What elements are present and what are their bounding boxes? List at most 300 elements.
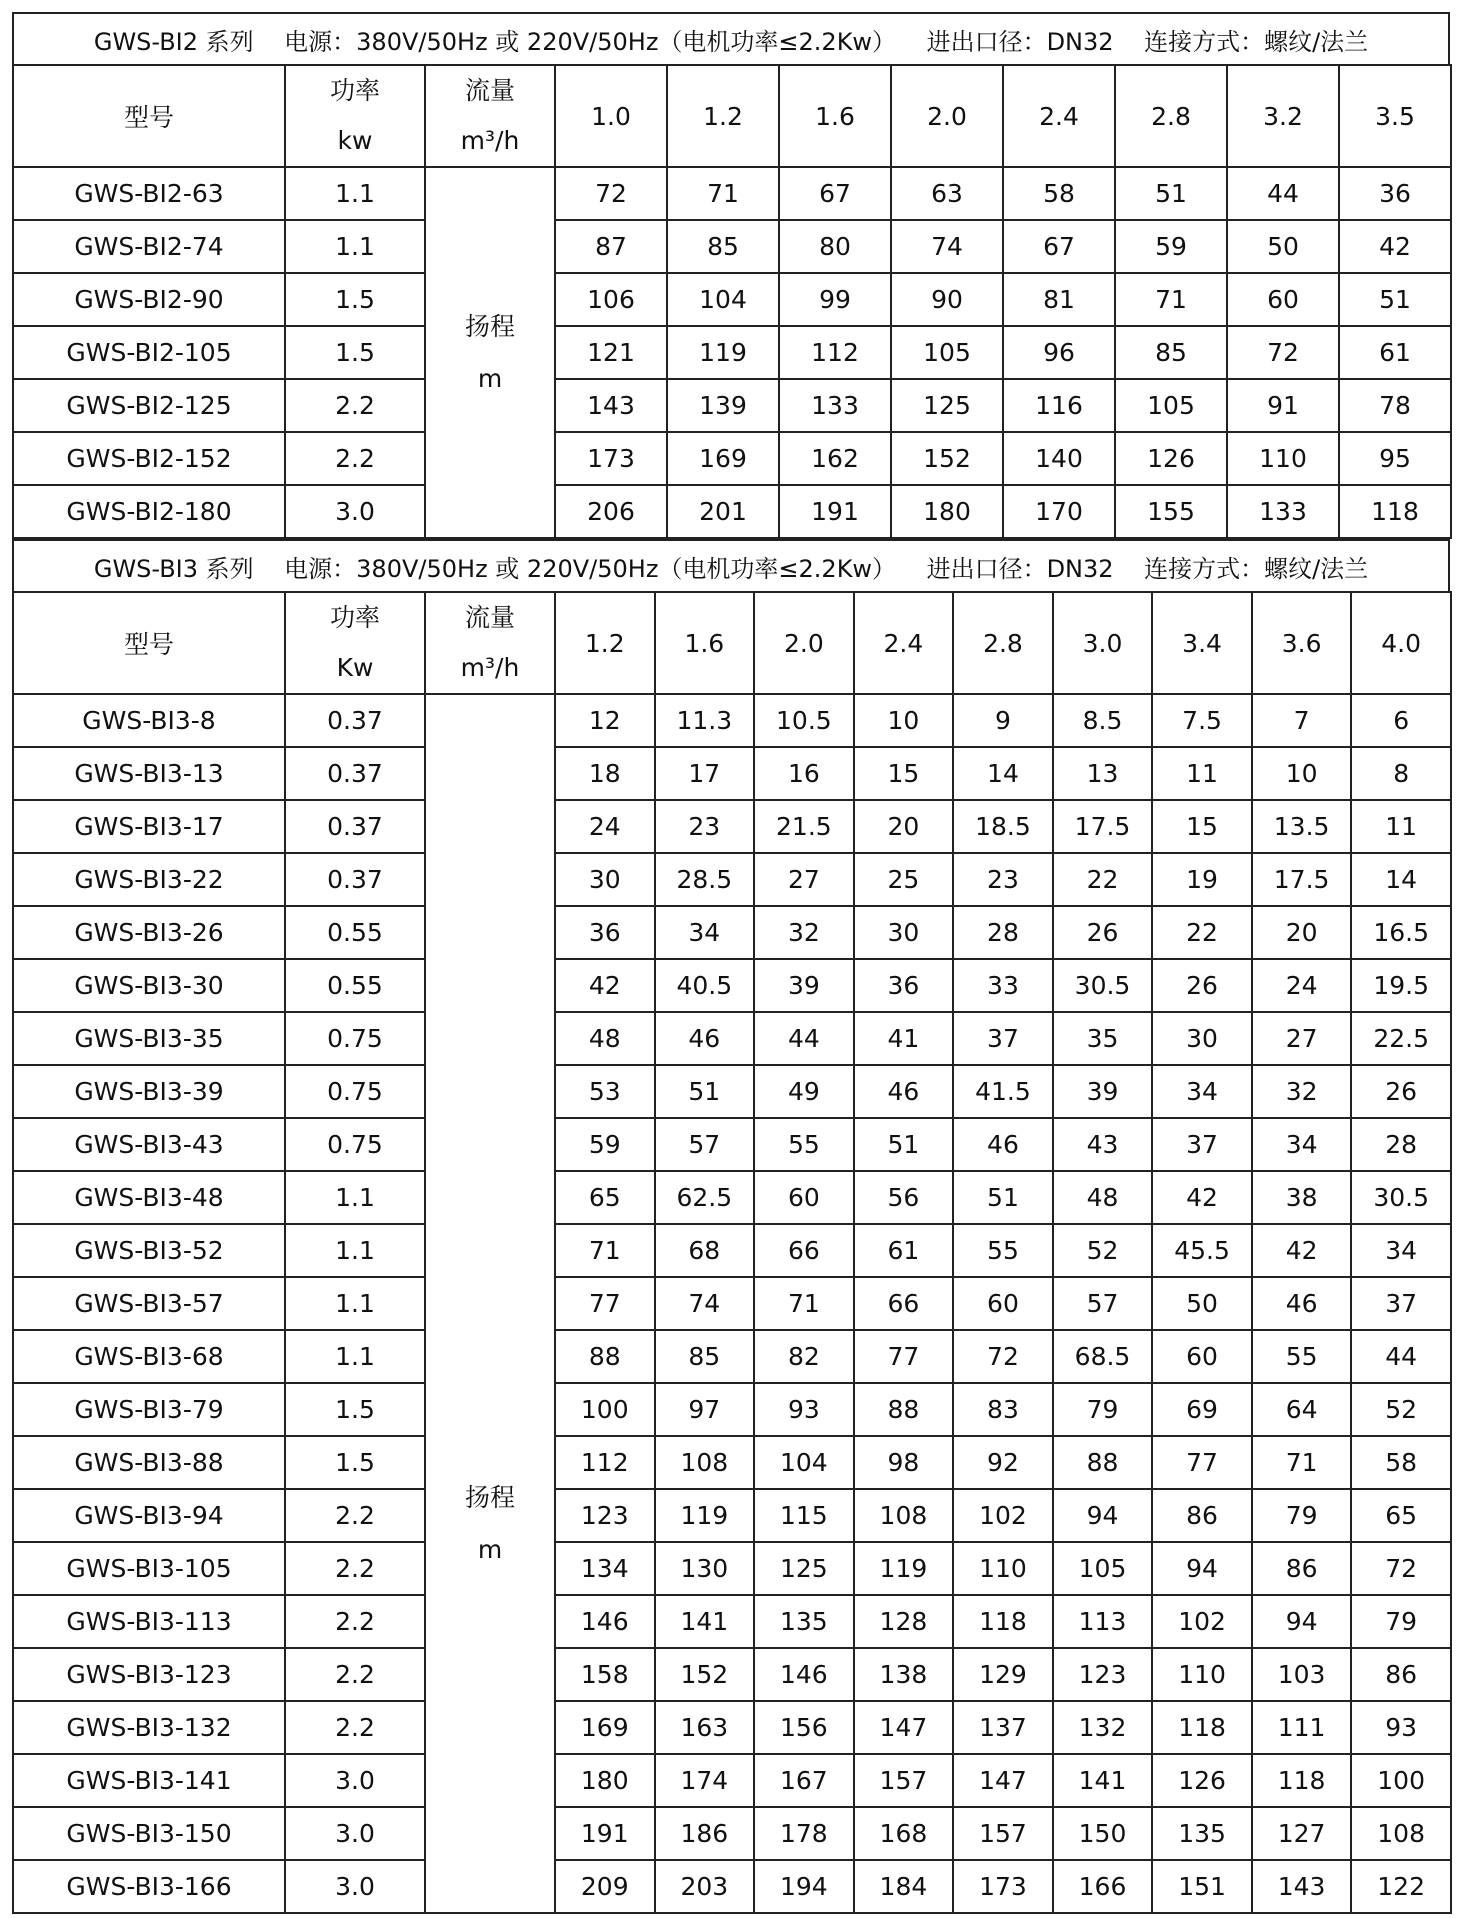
head-value-cell: 141 bbox=[655, 1595, 755, 1648]
flow-value-header: 3.5 bbox=[1339, 65, 1451, 167]
head-value-cell: 39 bbox=[1053, 1065, 1153, 1118]
head-value-cell: 68.5 bbox=[1053, 1330, 1153, 1383]
power-label: 功率 bbox=[329, 76, 380, 105]
model-cell: GWS-BI3-150 bbox=[13, 1807, 285, 1860]
head-value-cell: 48 bbox=[1053, 1171, 1153, 1224]
head-value-cell: 28 bbox=[1351, 1118, 1451, 1171]
model-header: 型号 bbox=[13, 592, 285, 694]
head-value-cell: 71 bbox=[667, 167, 779, 220]
head-value-cell: 194 bbox=[754, 1860, 854, 1913]
head-label: 扬程 bbox=[464, 311, 515, 341]
head-value-cell: 78 bbox=[1339, 379, 1451, 432]
head-value-cell: 69 bbox=[1152, 1383, 1252, 1436]
power-cell: 0.75 bbox=[285, 1012, 425, 1065]
model-cell: GWS-BI3-48 bbox=[13, 1171, 285, 1224]
head-value-cell: 57 bbox=[1053, 1277, 1153, 1330]
head-value-cell: 166 bbox=[1053, 1860, 1153, 1913]
head-value-cell: 156 bbox=[754, 1701, 854, 1754]
head-value-cell: 24 bbox=[555, 800, 655, 853]
head-value-cell: 87 bbox=[555, 220, 667, 273]
flow-value-header: 3.2 bbox=[1227, 65, 1339, 167]
power-cell: 1.1 bbox=[285, 1171, 425, 1224]
head-value-cell: 41 bbox=[854, 1012, 954, 1065]
model-cell: GWS-BI3-79 bbox=[13, 1383, 285, 1436]
head-value-cell: 129 bbox=[953, 1648, 1053, 1701]
head-value-cell: 100 bbox=[555, 1383, 655, 1436]
head-label-cell bbox=[425, 694, 555, 1913]
head-value-cell: 28 bbox=[953, 906, 1053, 959]
head-value-cell: 11.3 bbox=[655, 694, 755, 747]
head-value-cell: 27 bbox=[754, 853, 854, 906]
power-cell: 1.1 bbox=[285, 220, 425, 273]
head-value-cell: 41.5 bbox=[953, 1065, 1053, 1118]
head-value-cell: 15 bbox=[854, 747, 954, 800]
power-cell: 0.55 bbox=[285, 959, 425, 1012]
head-value-cell: 133 bbox=[779, 379, 891, 432]
model-cell: GWS-BI3-52 bbox=[13, 1224, 285, 1277]
head-value-cell: 30 bbox=[1152, 1012, 1252, 1065]
head-value-cell: 18.5 bbox=[953, 800, 1053, 853]
head-value-cell: 201 bbox=[667, 485, 779, 538]
head-value-cell: 105 bbox=[1115, 379, 1227, 432]
power-header bbox=[285, 592, 425, 694]
head-value-cell: 63 bbox=[891, 167, 1003, 220]
power-cell: 2.2 bbox=[285, 379, 425, 432]
head-value-cell: 79 bbox=[1351, 1595, 1451, 1648]
head-value-cell: 146 bbox=[555, 1595, 655, 1648]
flow-value-header: 2.4 bbox=[854, 592, 954, 694]
head-value-cell: 203 bbox=[655, 1860, 755, 1913]
head-value-cell: 125 bbox=[754, 1542, 854, 1595]
table-row bbox=[13, 1277, 1451, 1330]
head-value-cell: 138 bbox=[854, 1648, 954, 1701]
head-value-cell: 206 bbox=[555, 485, 667, 538]
head-value-cell: 139 bbox=[667, 379, 779, 432]
table-row bbox=[13, 1012, 1451, 1065]
head-value-cell: 26 bbox=[1152, 959, 1252, 1012]
head-value-cell: 94 bbox=[1152, 1542, 1252, 1595]
power-unit: kw bbox=[337, 126, 373, 155]
head-value-cell: 137 bbox=[953, 1701, 1053, 1754]
head-value-cell: 104 bbox=[754, 1436, 854, 1489]
head-value-cell: 127 bbox=[1252, 1807, 1352, 1860]
head-value-cell: 128 bbox=[854, 1595, 954, 1648]
head-value-cell: 157 bbox=[854, 1754, 954, 1807]
head-value-cell: 19 bbox=[1152, 853, 1252, 906]
head-value-cell: 65 bbox=[1351, 1489, 1451, 1542]
head-value-cell: 170 bbox=[1003, 485, 1115, 538]
table-row bbox=[13, 1860, 1451, 1913]
head-value-cell: 10 bbox=[854, 694, 954, 747]
head-value-cell: 119 bbox=[667, 326, 779, 379]
table-row bbox=[13, 1754, 1451, 1807]
head-value-cell: 169 bbox=[555, 1701, 655, 1754]
head-value-cell: 23 bbox=[655, 800, 755, 853]
table-row bbox=[13, 167, 1451, 220]
head-unit: m bbox=[477, 1534, 503, 1564]
model-cell: GWS-BI3-57 bbox=[13, 1277, 285, 1330]
head-value-cell: 105 bbox=[891, 326, 1003, 379]
model-cell: GWS-BI3-113 bbox=[13, 1595, 285, 1648]
table-header-row bbox=[13, 592, 1451, 694]
head-value-cell: 64 bbox=[1252, 1383, 1352, 1436]
head-value-cell: 174 bbox=[655, 1754, 755, 1807]
head-value-cell: 10.5 bbox=[754, 694, 854, 747]
power-cell: 0.75 bbox=[285, 1065, 425, 1118]
power-cell: 3.0 bbox=[285, 1860, 425, 1913]
head-value-cell: 28.5 bbox=[655, 853, 755, 906]
head-value-cell: 72 bbox=[1351, 1542, 1451, 1595]
head-value-cell: 9 bbox=[953, 694, 1053, 747]
power-cell: 1.1 bbox=[285, 1330, 425, 1383]
table-row bbox=[13, 800, 1451, 853]
spec-table-bi3 bbox=[12, 591, 1452, 1914]
power-header bbox=[285, 65, 425, 167]
head-value-cell: 53 bbox=[555, 1065, 655, 1118]
head-value-cell: 65 bbox=[555, 1171, 655, 1224]
head-value-cell: 83 bbox=[953, 1383, 1053, 1436]
head-value-cell: 68 bbox=[655, 1224, 755, 1277]
head-value-cell: 58 bbox=[1003, 167, 1115, 220]
head-value-cell: 72 bbox=[953, 1330, 1053, 1383]
head-value-cell: 98 bbox=[854, 1436, 954, 1489]
head-value-cell: 14 bbox=[1351, 853, 1451, 906]
head-value-cell: 60 bbox=[754, 1171, 854, 1224]
table-header-row bbox=[13, 65, 1451, 167]
head-value-cell: 36 bbox=[1339, 167, 1451, 220]
model-cell: GWS-BI2-74 bbox=[13, 220, 285, 273]
head-value-cell: 118 bbox=[1252, 1754, 1352, 1807]
model-cell: GWS-BI3-17 bbox=[13, 800, 285, 853]
flow-label: 流量 bbox=[464, 603, 515, 632]
head-value-cell: 122 bbox=[1351, 1860, 1451, 1913]
head-value-cell: 58 bbox=[1351, 1436, 1451, 1489]
head-value-cell: 155 bbox=[1115, 485, 1227, 538]
head-value-cell: 32 bbox=[1252, 1065, 1352, 1118]
head-value-cell: 91 bbox=[1227, 379, 1339, 432]
model-cell: GWS-BI3-35 bbox=[13, 1012, 285, 1065]
table-row bbox=[13, 1701, 1451, 1754]
head-value-cell: 135 bbox=[1152, 1807, 1252, 1860]
head-value-cell: 119 bbox=[854, 1542, 954, 1595]
head-value-cell: 51 bbox=[655, 1065, 755, 1118]
model-cell: GWS-BI3-13 bbox=[13, 747, 285, 800]
head-value-cell: 60 bbox=[1152, 1330, 1252, 1383]
model-cell: GWS-BI2-152 bbox=[13, 432, 285, 485]
head-value-cell: 12 bbox=[555, 694, 655, 747]
table-row bbox=[13, 1224, 1451, 1277]
head-value-cell: 17 bbox=[655, 747, 755, 800]
head-value-cell: 135 bbox=[754, 1595, 854, 1648]
power-cell: 0.37 bbox=[285, 694, 425, 747]
model-cell: GWS-BI3-8 bbox=[13, 694, 285, 747]
head-value-cell: 88 bbox=[1053, 1436, 1153, 1489]
head-value-cell: 34 bbox=[1351, 1224, 1451, 1277]
head-value-cell: 27 bbox=[1252, 1012, 1352, 1065]
head-value-cell: 59 bbox=[555, 1118, 655, 1171]
model-cell: GWS-BI3-132 bbox=[13, 1701, 285, 1754]
head-value-cell: 86 bbox=[1351, 1648, 1451, 1701]
model-cell: GWS-BI2-63 bbox=[13, 167, 285, 220]
head-value-cell: 10 bbox=[1252, 747, 1352, 800]
head-value-cell: 37 bbox=[1351, 1277, 1451, 1330]
head-value-cell: 77 bbox=[555, 1277, 655, 1330]
series-info-bi2: GWS-BI2 系列 电源：380V/50Hz 或 220V/50Hz（电机功率≤2.2Kw） 进出口径：DN32 连接方式：螺纹/法兰 bbox=[12, 12, 1450, 64]
flow-value-header: 1.2 bbox=[667, 65, 779, 167]
head-value-cell: 55 bbox=[1252, 1330, 1352, 1383]
flow-label: 流量 bbox=[464, 76, 515, 105]
head-value-cell: 61 bbox=[854, 1224, 954, 1277]
flow-value-header: 3.4 bbox=[1152, 592, 1252, 694]
table-row bbox=[13, 1807, 1451, 1860]
head-value-cell: 16 bbox=[754, 747, 854, 800]
head-value-cell: 147 bbox=[953, 1754, 1053, 1807]
table-row bbox=[13, 1436, 1451, 1489]
pump-spec-page bbox=[12, 12, 1450, 1914]
table-row bbox=[13, 220, 1451, 273]
head-value-cell: 77 bbox=[1152, 1436, 1252, 1489]
head-value-cell: 108 bbox=[854, 1489, 954, 1542]
head-value-cell: 17.5 bbox=[1053, 800, 1153, 853]
power-cell: 1.5 bbox=[285, 1436, 425, 1489]
head-value-cell: 186 bbox=[655, 1807, 755, 1860]
table-row bbox=[13, 485, 1451, 538]
head-unit: m bbox=[477, 363, 503, 393]
model-cell: GWS-BI2-90 bbox=[13, 273, 285, 326]
head-value-cell: 60 bbox=[953, 1277, 1053, 1330]
head-value-cell: 11 bbox=[1152, 747, 1252, 800]
head-value-cell: 77 bbox=[854, 1330, 954, 1383]
power-cell: 0.55 bbox=[285, 906, 425, 959]
head-value-cell: 66 bbox=[754, 1224, 854, 1277]
head-value-cell: 30 bbox=[555, 853, 655, 906]
power-cell: 2.2 bbox=[285, 1701, 425, 1754]
power-unit: Kw bbox=[336, 653, 374, 682]
head-value-cell: 46 bbox=[953, 1118, 1053, 1171]
head-value-cell: 126 bbox=[1115, 432, 1227, 485]
head-value-cell: 49 bbox=[754, 1065, 854, 1118]
head-value-cell: 6 bbox=[1351, 694, 1451, 747]
head-value-cell: 22 bbox=[1053, 853, 1153, 906]
power-cell: 3.0 bbox=[285, 1807, 425, 1860]
head-value-cell: 151 bbox=[1152, 1860, 1252, 1913]
model-cell: GWS-BI2-105 bbox=[13, 326, 285, 379]
head-value-cell: 191 bbox=[779, 485, 891, 538]
model-cell: GWS-BI3-68 bbox=[13, 1330, 285, 1383]
head-value-cell: 72 bbox=[555, 167, 667, 220]
head-value-cell: 96 bbox=[1003, 326, 1115, 379]
power-cell: 2.2 bbox=[285, 432, 425, 485]
head-value-cell: 51 bbox=[953, 1171, 1053, 1224]
head-value-cell: 88 bbox=[555, 1330, 655, 1383]
head-value-cell: 97 bbox=[655, 1383, 755, 1436]
table-row bbox=[13, 1383, 1451, 1436]
head-value-cell: 51 bbox=[1115, 167, 1227, 220]
head-value-cell: 146 bbox=[754, 1648, 854, 1701]
head-value-cell: 66 bbox=[854, 1277, 954, 1330]
head-value-cell: 60 bbox=[1227, 273, 1339, 326]
head-value-cell: 20 bbox=[854, 800, 954, 853]
power-cell: 1.5 bbox=[285, 1383, 425, 1436]
power-cell: 3.0 bbox=[285, 1754, 425, 1807]
head-value-cell: 38 bbox=[1252, 1171, 1352, 1224]
head-label: 扬程 bbox=[464, 1482, 515, 1512]
head-value-cell: 30.5 bbox=[1053, 959, 1153, 1012]
head-value-cell: 42 bbox=[1339, 220, 1451, 273]
head-value-cell: 42 bbox=[1252, 1224, 1352, 1277]
head-value-cell: 15 bbox=[1152, 800, 1252, 853]
head-value-cell: 93 bbox=[754, 1383, 854, 1436]
model-cell: GWS-BI3-30 bbox=[13, 959, 285, 1012]
table-row bbox=[13, 1065, 1451, 1118]
head-value-cell: 50 bbox=[1227, 220, 1339, 273]
head-value-cell: 112 bbox=[779, 326, 891, 379]
head-value-cell: 30.5 bbox=[1351, 1171, 1451, 1224]
head-value-cell: 42 bbox=[1152, 1171, 1252, 1224]
head-value-cell: 85 bbox=[1115, 326, 1227, 379]
flow-value-header: 3.0 bbox=[1053, 592, 1153, 694]
head-value-cell: 71 bbox=[555, 1224, 655, 1277]
head-label-cell bbox=[425, 167, 555, 538]
power-cell: 2.2 bbox=[285, 1542, 425, 1595]
head-value-cell: 105 bbox=[1053, 1542, 1153, 1595]
table-row bbox=[13, 379, 1451, 432]
head-value-cell: 44 bbox=[754, 1012, 854, 1065]
head-value-cell: 112 bbox=[555, 1436, 655, 1489]
head-value-cell: 130 bbox=[655, 1542, 755, 1595]
head-value-cell: 94 bbox=[1252, 1595, 1352, 1648]
power-cell: 2.2 bbox=[285, 1489, 425, 1542]
head-value-cell: 46 bbox=[1252, 1277, 1352, 1330]
head-value-cell: 44 bbox=[1227, 167, 1339, 220]
head-value-cell: 46 bbox=[854, 1065, 954, 1118]
head-value-cell: 8 bbox=[1351, 747, 1451, 800]
table-row bbox=[13, 1489, 1451, 1542]
head-value-cell: 126 bbox=[1152, 1754, 1252, 1807]
head-value-cell: 108 bbox=[1351, 1807, 1451, 1860]
head-value-cell: 11 bbox=[1351, 800, 1451, 853]
head-value-cell: 67 bbox=[779, 167, 891, 220]
flow-value-header: 1.6 bbox=[655, 592, 755, 694]
model-cell: GWS-BI3-105 bbox=[13, 1542, 285, 1595]
flow-value-header: 2.8 bbox=[953, 592, 1053, 694]
table-row bbox=[13, 432, 1451, 485]
head-value-cell: 110 bbox=[953, 1542, 1053, 1595]
head-value-cell: 34 bbox=[1152, 1065, 1252, 1118]
head-value-cell: 95 bbox=[1339, 432, 1451, 485]
head-value-cell: 39 bbox=[754, 959, 854, 1012]
head-value-cell: 56 bbox=[854, 1171, 954, 1224]
head-value-cell: 158 bbox=[555, 1648, 655, 1701]
model-cell: GWS-BI3-22 bbox=[13, 853, 285, 906]
head-value-cell: 36 bbox=[854, 959, 954, 1012]
flow-value-header: 1.0 bbox=[555, 65, 667, 167]
head-value-cell: 99 bbox=[779, 273, 891, 326]
power-cell: 3.0 bbox=[285, 485, 425, 538]
power-cell: 1.1 bbox=[285, 167, 425, 220]
head-value-cell: 118 bbox=[1152, 1701, 1252, 1754]
head-value-cell: 140 bbox=[1003, 432, 1115, 485]
head-value-cell: 178 bbox=[754, 1807, 854, 1860]
head-value-cell: 162 bbox=[779, 432, 891, 485]
head-value-cell: 35 bbox=[1053, 1012, 1153, 1065]
head-value-cell: 88 bbox=[854, 1383, 954, 1436]
head-value-cell: 103 bbox=[1252, 1648, 1352, 1701]
head-value-cell: 51 bbox=[854, 1118, 954, 1171]
head-value-cell: 102 bbox=[953, 1489, 1053, 1542]
head-value-cell: 48 bbox=[555, 1012, 655, 1065]
head-value-cell: 102 bbox=[1152, 1595, 1252, 1648]
head-value-cell: 7.5 bbox=[1152, 694, 1252, 747]
head-value-cell: 100 bbox=[1351, 1754, 1451, 1807]
head-value-cell: 152 bbox=[655, 1648, 755, 1701]
head-value-cell: 104 bbox=[667, 273, 779, 326]
head-value-cell: 115 bbox=[754, 1489, 854, 1542]
head-value-cell: 20 bbox=[1252, 906, 1352, 959]
head-value-cell: 59 bbox=[1115, 220, 1227, 273]
power-cell: 2.2 bbox=[285, 1648, 425, 1701]
head-value-cell: 55 bbox=[953, 1224, 1053, 1277]
head-value-cell: 79 bbox=[1053, 1383, 1153, 1436]
head-value-cell: 34 bbox=[1252, 1118, 1352, 1171]
head-value-cell: 110 bbox=[1227, 432, 1339, 485]
flow-value-header: 2.8 bbox=[1115, 65, 1227, 167]
power-cell: 0.37 bbox=[285, 853, 425, 906]
head-value-cell: 21.5 bbox=[754, 800, 854, 853]
model-cell: GWS-BI3-166 bbox=[13, 1860, 285, 1913]
head-value-cell: 82 bbox=[754, 1330, 854, 1383]
head-value-cell: 71 bbox=[1115, 273, 1227, 326]
head-value-cell: 123 bbox=[1053, 1648, 1153, 1701]
head-value-cell: 191 bbox=[555, 1807, 655, 1860]
table-row bbox=[13, 906, 1451, 959]
head-value-cell: 150 bbox=[1053, 1807, 1153, 1860]
head-value-cell: 111 bbox=[1252, 1701, 1352, 1754]
head-value-cell: 92 bbox=[953, 1436, 1053, 1489]
head-value-cell: 118 bbox=[953, 1595, 1053, 1648]
head-value-cell: 118 bbox=[1339, 485, 1451, 538]
head-value-cell: 133 bbox=[1227, 485, 1339, 538]
head-value-cell: 34 bbox=[655, 906, 755, 959]
head-value-cell: 152 bbox=[891, 432, 1003, 485]
head-value-cell: 141 bbox=[1053, 1754, 1153, 1807]
head-value-cell: 110 bbox=[1152, 1648, 1252, 1701]
table-row bbox=[13, 853, 1451, 906]
head-value-cell: 90 bbox=[891, 273, 1003, 326]
head-value-cell: 26 bbox=[1351, 1065, 1451, 1118]
table-row bbox=[13, 747, 1451, 800]
model-cell: GWS-BI3-39 bbox=[13, 1065, 285, 1118]
power-cell: 1.5 bbox=[285, 273, 425, 326]
power-label: 功率 bbox=[329, 603, 380, 632]
head-value-cell: 7 bbox=[1252, 694, 1352, 747]
head-value-cell: 168 bbox=[854, 1807, 954, 1860]
head-value-cell: 17.5 bbox=[1252, 853, 1352, 906]
model-cell: GWS-BI3-94 bbox=[13, 1489, 285, 1542]
head-value-cell: 106 bbox=[555, 273, 667, 326]
flow-value-header: 4.0 bbox=[1351, 592, 1451, 694]
head-value-cell: 62.5 bbox=[655, 1171, 755, 1224]
model-header: 型号 bbox=[13, 65, 285, 167]
head-value-cell: 143 bbox=[1252, 1860, 1352, 1913]
flow-value-header: 1.2 bbox=[555, 592, 655, 694]
head-value-cell: 40.5 bbox=[655, 959, 755, 1012]
flow-header bbox=[425, 65, 555, 167]
head-value-cell: 14 bbox=[953, 747, 1053, 800]
head-value-cell: 180 bbox=[555, 1754, 655, 1807]
flow-value-header: 1.6 bbox=[779, 65, 891, 167]
head-value-cell: 157 bbox=[953, 1807, 1053, 1860]
